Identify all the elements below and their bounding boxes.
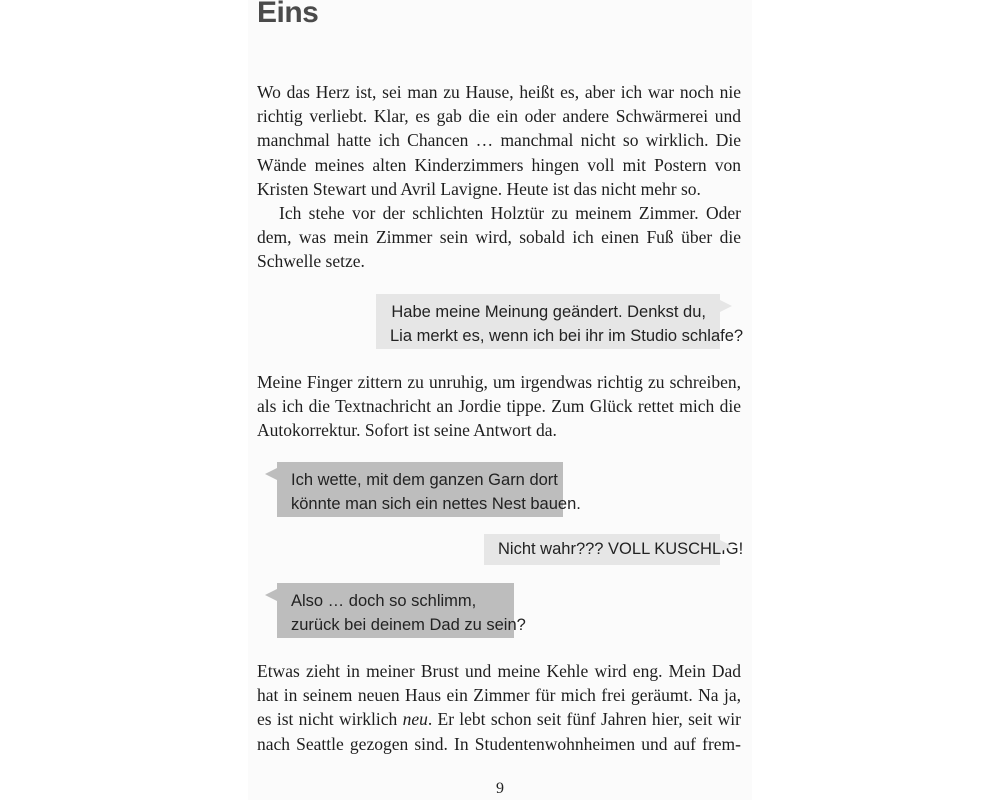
- text-line: Meine Finger zittern zu unruhig, um irgendwas richtig zu schreiben,: [257, 372, 741, 392]
- bubble-tail: [265, 468, 277, 480]
- message-line: zurück bei deinem Dad zu sein?: [291, 616, 526, 634]
- message-bubble-incoming: [277, 462, 581, 517]
- text-line: manchmal hatte ich Chancen … manchmal nicht so wirklich. Die: [257, 130, 741, 151]
- message-bubble-outgoing: [376, 294, 744, 349]
- paragraph-4: [257, 659, 741, 756]
- paragraph-3: [257, 370, 741, 443]
- text-line: Ich stehe vor der schlichten Holztür zu meinem Zimmer. Oder: [279, 203, 741, 223]
- text-line: Wände meines alten Kinderzimmers hingen voll mit Postern von: [257, 154, 741, 175]
- emphasis-word: neu: [402, 709, 428, 730]
- text-line: als ich die Textnachricht an Jordie tippe. Zum Glück rettet mich die: [257, 396, 741, 417]
- page-number: 9: [496, 780, 504, 797]
- text-line: richtig verliebt. Klar, es gab die ein oder andere Schwärmerei und: [257, 106, 741, 127]
- message-bubble-outgoing: [484, 534, 744, 565]
- text-line: Etwas zieht in meiner Brust und meine Kehle wird eng. Mein Dad: [257, 661, 741, 681]
- message-line: Habe meine Meinung geändert. Denkst du,: [391, 303, 706, 321]
- text-line: nach Seattle gezogen sind. In Studentenwohnheimen und auf frem-: [257, 733, 741, 754]
- text-line: dem, was mein Zimmer sein wird, sobald ich einen Fuß über die: [257, 227, 741, 248]
- paragraph-2: [257, 201, 741, 274]
- message-bubble-incoming: [277, 583, 526, 638]
- text-line: Schwelle setze.: [257, 251, 365, 272]
- message-line: Lia merkt es, wenn ich bei ihr im Studio schlafe?: [390, 327, 744, 345]
- paragraph-1: [257, 80, 741, 201]
- text-segment: es ist nicht wirklich: [257, 709, 403, 730]
- text-line: Kristen Stewart und Avril Lavigne. Heute ist das nicht mehr so.: [257, 178, 701, 199]
- message-line: könnte man sich ein nettes Nest bauen.: [291, 495, 581, 513]
- text-line: Wo das Herz ist, sei man zu Hause, heißt es, aber ich war noch nie: [257, 82, 741, 102]
- bubble-tail: [720, 300, 732, 312]
- message-line: Also … doch so schlimm,: [291, 592, 477, 610]
- text-segment: . Er lebt schon seit fünf Jahren hier, seit wir: [427, 709, 741, 730]
- text-line: [257, 707, 741, 731]
- chapter-title: Eins: [257, 0, 319, 29]
- message-line: Ich wette, mit dem ganzen Garn dort: [291, 471, 558, 489]
- bubble-tail: [265, 589, 277, 601]
- bubble-tail: [720, 540, 732, 552]
- text-line: Autokorrektur. Sofort ist seine Antwort da.: [257, 420, 557, 441]
- text-line: hat in seinem neuen Haus ein Zimmer für mich frei geräumt. Na ja,: [257, 685, 741, 706]
- message-line: Nicht wahr??? VOLL KUSCHLIG!: [498, 540, 744, 558]
